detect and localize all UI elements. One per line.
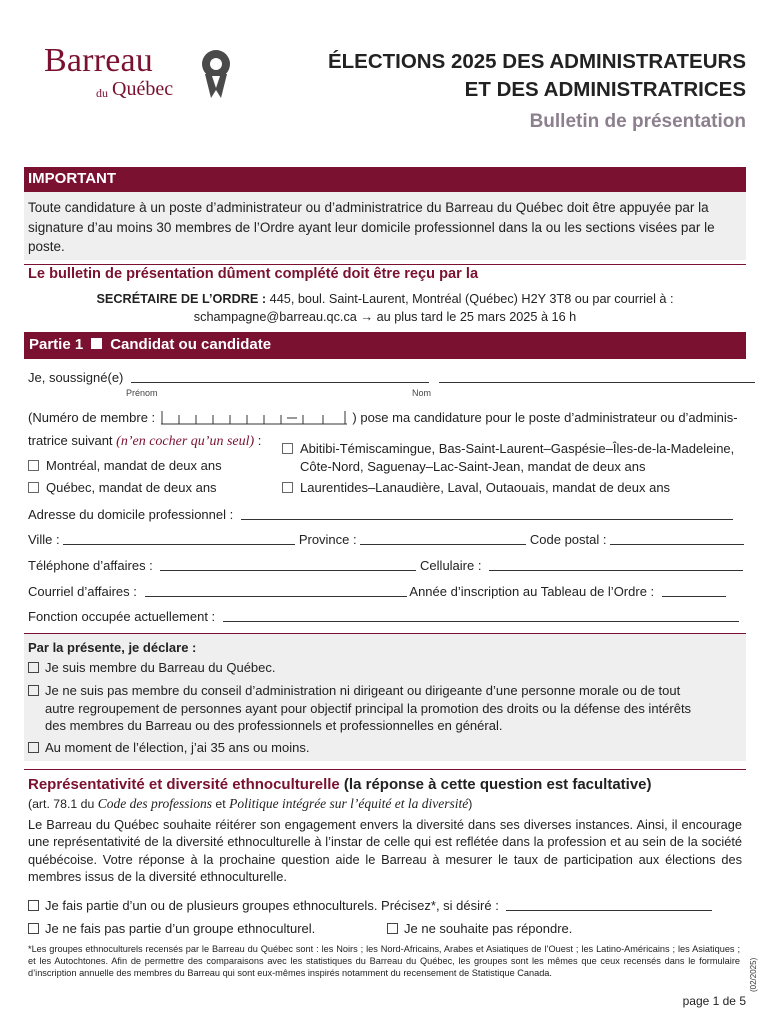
option-laurentides[interactable] [282,480,670,495]
arrow-right-icon: → [360,310,374,324]
square-bullet-icon [91,338,102,349]
option-abitibi-line2: Côte-Nord, Saguenay–Lac-Saint-Jean, mandat de deux ans [300,459,646,474]
title-line-1: ÉLECTIONS 2025 DES ADMINISTRATEURS [327,50,746,73]
option-quebec[interactable] [28,480,217,495]
important-text: Toute candidature à un poste d’administrateur ou d’administratrice du Barreau du Québec doit être appuyée par la signature d’au moins 30 membres de l’Ordre ayant leur domicile professionnel dans la ou les sections visées par le poste. [24,192,746,260]
diversity-title: Représentativité et diversité ethnoculturelle (la réponse à cette question est facultative) [28,776,652,793]
checkbox-quebec[interactable] [28,482,39,493]
logo-wordmark: Barreau [44,42,153,79]
diversity-option-3[interactable]: Je ne souhaite pas répondre. [387,921,572,936]
version-date: (02/2025) [749,957,758,992]
footnote: *Les groupes ethnoculturels recensés par le Barreau du Québec sont : les Noirs ; les Nord-Africains, Arabes et Asiatiques de l’Ouest ; les Latino-Américains ; les Asiatiques ; et les Autochtones. Afin de permettre des comparaisons avec les statistiques du Barreau du Québec, les groupes sont les mêmes que ceux recensés dans le formulaire d’inscription annuelle des membres du Barreau qui sont eux-mêmes inspirés notamment du recensement de Statistique Canada. [28,944,740,978]
precisez-field[interactable] [506,899,712,911]
member-number-field[interactable] [161,409,347,425]
declaration-title: Par la présente, je déclare : [28,640,197,655]
declaration-item-2[interactable]: Je ne suis pas membre du conseil d’administration ni dirigeant ou dirigeante d’une personne morale ou de tout autre regroupement de personnes ayant pour objectif principal la promotion des droits ou la défense des intérêts des membres du Barreau ou des professionnels et professionnelles en général. [28,682,691,735]
barreau-logo [44,44,244,104]
declaration-item-3[interactable]: Au moment de l’élection, j’ai 35 ans ou moins. [28,739,309,757]
cocher-colon: : [254,433,262,448]
page-subtitle: Bulletin de présentation [529,111,746,132]
province-label: Province : [298,532,357,547]
prenom-caption: Prénom [126,388,158,398]
option-montreal[interactable] [28,458,222,473]
partie-title: Candidat ou candidate [110,336,272,353]
partie-number: Partie 1 [29,336,84,353]
soussigne-label: Je, soussigné(e) [28,370,124,385]
checkbox-abitibi[interactable] [282,443,293,454]
option-quebec-label: Québec, mandat de deux ans [46,480,217,495]
telephone-field[interactable] [160,559,416,571]
secretary-address [24,290,746,326]
diversity-reference: (art. 78.1 du Code des professions et Politique intégrée sur l’équité et la diversité) [28,796,473,811]
option-montreal-label: Montréal, mandat de deux ans [46,458,222,473]
telephone-label: Téléphone d’affaires : [28,558,153,573]
fonction-row [28,609,739,624]
title-line-2: ET DES ADMINISTRATRICES [464,78,746,101]
checkbox-groupe[interactable] [28,900,39,911]
diversity-option-1[interactable]: Je fais partie d’un ou de plusieurs groupes ethnoculturels. Précisez*, si désiré : [28,898,712,913]
seal-icon [197,48,235,104]
telephone-row [28,558,743,573]
adresse-field[interactable] [241,508,733,520]
tratrice-row [28,433,261,450]
courriel-row [28,584,726,599]
tratrice-label: tratrice suivant [28,433,113,448]
checkbox-montreal[interactable] [28,460,39,471]
declaration-panel [24,633,746,761]
checkbox-35-ans[interactable] [28,742,39,753]
nom-caption: Nom [412,388,432,398]
numero-row [28,409,738,425]
page-number: page 1 de 5 [682,994,746,1008]
checkbox-ne-souhaite-pas[interactable] [387,923,398,934]
secretary-label: SECRÉTAIRE DE L’ORDRE : [96,292,267,306]
checkbox-non-groupe[interactable] [28,923,39,934]
declaration-item-1[interactable]: Je suis membre du Barreau du Québec. [28,659,276,677]
cocher-note: (n’en cocher qu’un seul) [116,434,255,449]
adresse-row [28,507,733,522]
courriel-label: Courriel d’affaires : [28,584,137,599]
checkbox-non-ca[interactable] [28,685,39,696]
code-postal-field[interactable] [610,533,744,545]
submission-notice: Le bulletin de présentation dûment complété doit être reçu par la [24,264,746,286]
cellulaire-field[interactable] [489,559,743,571]
annee-field[interactable] [662,585,726,597]
fonction-field[interactable] [223,610,739,622]
deadline-text: au plus tard le 25 mars 2025 à 16 h [373,310,577,324]
soussigne-row [28,370,755,385]
ville-label: Ville : [28,532,60,547]
courriel-field[interactable] [145,585,407,597]
prenom-field[interactable] [131,371,429,383]
ville-field[interactable] [63,533,295,545]
logo-quebec: Québec [112,78,174,100]
logo-du: du [96,86,108,100]
option-laurentides-label: Laurentides–Lanaudière, Laval, Outaouais, mandat de deux ans [300,480,671,495]
diversity-option-2[interactable]: Je ne fais pas partie d’un groupe ethnoculturel. [28,921,315,936]
fonction-label: Fonction occupée actuellement : [28,609,216,624]
ville-row [28,532,744,547]
nom-field[interactable] [439,371,755,383]
section-partie-1 [24,332,746,359]
cellulaire-label: Cellulaire : [420,558,482,573]
secretary-email[interactable]: schampagne@barreau.qc.ca [193,310,357,324]
diversity-section [24,769,746,886]
code-postal-label: Code postal : [529,532,607,547]
option-abitibi-label: Abitibi-Témiscamingue, Bas-Saint-Laurent–Gaspésie–Îles-de-la-Madeleine, [300,441,735,456]
important-header: IMPORTANT [24,167,746,192]
numero-close: ) pose ma candidature pour le poste d’administrateur ou d’adminis- [352,410,738,425]
adresse-label: Adresse du domicile professionnel : [28,507,234,522]
annee-label: Année d’inscription au Tableau de l’Ordre : [409,584,655,599]
secretary-address-text: 445, boul. Saint-Laurent, Montréal (Québec) H2Y 3T8 ou par courriel à : [266,292,674,306]
checkbox-membre[interactable] [28,662,39,673]
page-title [328,48,746,104]
numero-label: (Numéro de membre : [28,410,156,425]
checkbox-laurentides[interactable] [282,482,293,493]
diversity-paragraph: Le Barreau du Québec souhaite réitérer son engagement envers la diversité dans ses diverses instances. Ainsi, il encourage une représentativité de la diversité ethnoculturelle à l’instar de celle qui est reflétée dans la profession et au sein de la société québécoise. Votre réponse à la prochaine question aide le Barreau à mesurer le taux de participation aux élections des membres issus de la diversité ethnoculturelle. [28,817,742,885]
province-field[interactable] [360,533,526,545]
option-abitibi[interactable] [282,441,734,456]
